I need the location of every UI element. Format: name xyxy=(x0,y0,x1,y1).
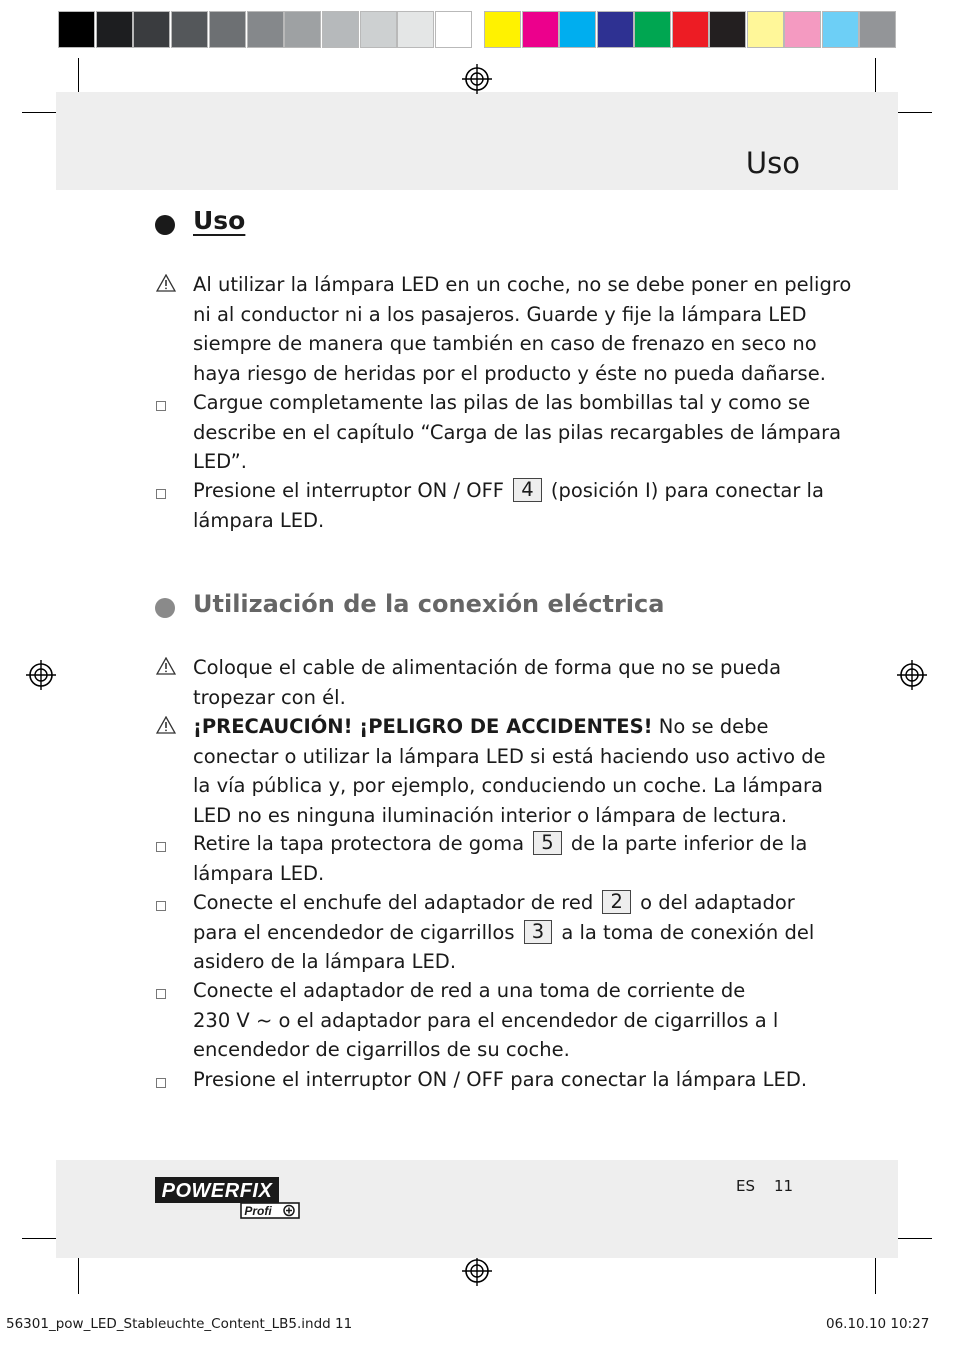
text-line: haya riesgo de heridas por el producto y éste no pueda dañarse. xyxy=(193,361,826,385)
registration-mark-icon xyxy=(897,660,927,690)
text-segment: Retire la tapa protectora de goma xyxy=(193,832,525,855)
color-swatch xyxy=(484,11,521,48)
text-segment: a la toma de conexión del xyxy=(561,920,815,944)
registration-mark-icon xyxy=(462,64,492,94)
page-header-title: Uso xyxy=(745,146,800,180)
step-checkbox-icon xyxy=(156,401,166,411)
warning-label: ¡PRECAUCIÓN! ¡PELIGRO DE ACCIDENTES! xyxy=(193,715,653,738)
text-segment: (posición I) para conectar la xyxy=(550,479,824,502)
warning-icon xyxy=(156,716,176,734)
text-segment: para el encendedor de cigarrillos xyxy=(193,920,515,944)
step-item xyxy=(193,888,823,977)
text-line: Coloque el cable de alimentación de forma que no se pueda xyxy=(193,656,782,679)
color-swatch xyxy=(784,11,821,48)
file-slug: 56301_pow_LED_Stableuchte_Content_LB5.indd 11 xyxy=(6,1316,353,1332)
step-checkbox-icon xyxy=(156,489,166,499)
crop-mark xyxy=(78,1254,79,1294)
color-swatch xyxy=(284,11,321,48)
text-line: siempre de manera que también en caso de frenazo en seco no xyxy=(193,332,817,355)
color-swatch xyxy=(247,11,284,48)
text-line: 230 V ~ o el adaptador para el encendedor de cigarrillos a l xyxy=(193,1008,779,1032)
part-reference-badge: 4 xyxy=(513,478,541,502)
color-swatch xyxy=(822,11,859,48)
registration-mark-icon xyxy=(26,660,56,690)
color-swatch xyxy=(672,11,709,48)
color-swatch xyxy=(747,11,784,48)
registration-mark-icon xyxy=(462,1256,492,1286)
powerfix-logo xyxy=(155,1176,301,1220)
logo-brand-text: POWERFIX xyxy=(161,1180,273,1202)
text-line xyxy=(193,476,823,506)
text-line: conectar o utilizar la lámpara LED si está haciendo uso activo de xyxy=(193,744,826,768)
text-line: encendedor de cigarrillos de su coche. xyxy=(193,1038,570,1061)
text-line: lámpara LED. xyxy=(193,861,325,885)
warning-item xyxy=(193,653,823,712)
section-heading-conexion: Utilización de la conexión eléctrica xyxy=(193,590,665,618)
text-line: asidero de la lámpara LED. xyxy=(193,950,457,973)
part-reference-badge: 3 xyxy=(524,920,552,944)
text-line: lámpara LED. xyxy=(193,508,325,532)
step-checkbox-icon xyxy=(156,901,166,911)
section-heading-uso: Uso xyxy=(193,206,246,235)
color-swatch xyxy=(559,11,596,48)
color-swatch xyxy=(360,11,397,48)
text-line: tropezar con él. xyxy=(193,685,346,709)
warning-item xyxy=(193,712,826,830)
heading-bullet-icon xyxy=(155,598,175,618)
heading-bullet-icon xyxy=(155,215,175,235)
color-swatch xyxy=(209,11,246,48)
crop-mark xyxy=(892,1238,932,1239)
color-swatch xyxy=(171,11,208,48)
color-swatch xyxy=(435,11,472,48)
text-line: la vía pública y, por ejemplo, conduciendo un coche. La lámpara xyxy=(193,774,823,797)
text-line xyxy=(193,829,823,859)
text-segment: Conecte el enchufe del adaptador de red xyxy=(193,891,594,914)
step-checkbox-icon xyxy=(156,842,166,852)
warning-item xyxy=(193,270,852,388)
text-line: Al utilizar la lámpara LED en un coche, no se debe poner en peligro xyxy=(193,273,852,296)
color-swatch xyxy=(322,11,359,48)
step-item xyxy=(193,829,823,888)
color-swatch xyxy=(709,11,746,48)
step-item xyxy=(193,1065,823,1095)
text-line: Presione el interruptor ON / OFF para conectar la lámpara LED. xyxy=(193,1068,808,1091)
text-line: ni al conductor ni a los pasajeros. Guarde y fije la lámpara LED xyxy=(193,302,807,326)
text-line xyxy=(193,712,823,742)
step-checkbox-icon xyxy=(156,989,166,999)
text-segment: Presione el interruptor ON / OFF xyxy=(193,479,505,502)
text-line: LED”. xyxy=(193,450,247,473)
color-swatch xyxy=(522,11,559,48)
text-segment: No se debe xyxy=(658,715,769,738)
text-line xyxy=(193,918,823,948)
color-swatch xyxy=(859,11,896,48)
color-swatch xyxy=(58,11,95,48)
crop-mark xyxy=(892,112,932,113)
file-timestamp: 06.10.10 10:27 xyxy=(826,1316,930,1332)
footer-language: ES xyxy=(736,1177,755,1195)
color-swatch xyxy=(597,11,634,48)
page-number: 11 xyxy=(774,1177,794,1195)
step-item xyxy=(193,476,823,535)
text-line: describe en el capítulo “Carga de las pilas recargables de lámpara xyxy=(193,420,842,444)
step-checkbox-icon xyxy=(156,1078,166,1088)
part-reference-badge: 5 xyxy=(533,831,561,855)
step-item xyxy=(193,388,842,477)
color-swatch xyxy=(96,11,133,48)
color-swatch xyxy=(634,11,671,48)
text-line: LED no es ninguna iluminación interior o lámpara de lectura. xyxy=(193,803,788,827)
warning-icon xyxy=(156,274,176,292)
part-reference-badge: 2 xyxy=(602,890,630,914)
color-swatch xyxy=(397,11,434,48)
text-segment: o del adaptador xyxy=(640,891,795,914)
crop-mark xyxy=(875,1254,876,1294)
text-line: Conecte el adaptador de red a una toma de corriente de xyxy=(193,979,746,1002)
text-segment: de la parte inferior de la xyxy=(570,832,808,855)
step-item xyxy=(193,976,823,1065)
text-line: Cargue completamente las pilas de las bombillas tal y como se xyxy=(193,391,811,414)
logo-sub-text: Profi xyxy=(244,1204,272,1218)
color-swatch xyxy=(133,11,170,48)
warning-icon xyxy=(156,657,176,675)
text-line xyxy=(193,888,823,918)
